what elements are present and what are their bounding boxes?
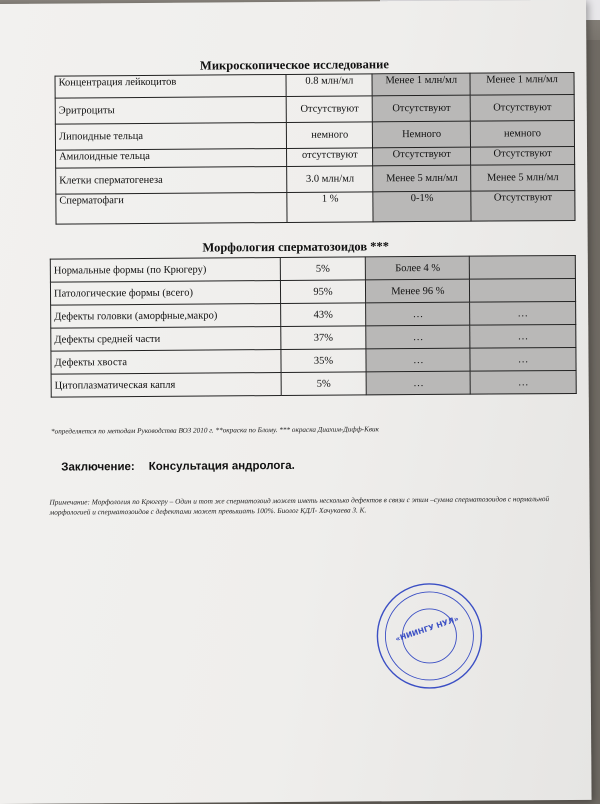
table-row xyxy=(55,94,574,124)
table-row xyxy=(51,370,576,397)
cell-name: Нормальные формы (по Крюгеру) xyxy=(50,258,280,283)
cell-ref2: … xyxy=(470,370,576,394)
cell-ref1: Менее 96 % xyxy=(366,279,470,303)
cell-name: Цитоплазматическая капля xyxy=(51,373,281,398)
cell-ref1: Менее 1 млн/мл xyxy=(372,73,470,96)
cell-value: 5% xyxy=(281,372,367,396)
cell-name: Дефекты хвоста xyxy=(51,350,281,375)
cell-name: Патологические формы (всего) xyxy=(50,281,280,306)
cell-value: отсутствуют xyxy=(287,148,373,167)
conclusion-label: Заключение: xyxy=(61,461,135,474)
cell-name: Липоидные тельца xyxy=(55,122,287,150)
cell-ref1: … xyxy=(366,325,470,349)
cell-ref1: … xyxy=(366,371,470,395)
cell-name: Сперматофаги xyxy=(56,192,288,224)
cell-ref2 xyxy=(469,255,575,279)
cell-ref2: … xyxy=(470,324,576,348)
cell-ref2: Менее 5 млн/мл xyxy=(471,164,575,191)
cell-value: 37% xyxy=(280,326,366,350)
cell-value: Отсутствуют xyxy=(287,96,373,123)
cell-ref2: Отсутствуют xyxy=(471,190,575,221)
cell-ref2: Отсутствуют xyxy=(471,146,575,165)
micro-title: Микроскопическое исследование xyxy=(199,57,389,73)
cell-value: 1 % xyxy=(287,192,373,223)
table-row xyxy=(56,190,575,224)
table-row xyxy=(56,164,575,194)
cell-ref1: Более 4 % xyxy=(366,256,470,280)
cell-ref2: … xyxy=(470,301,576,325)
cell-name: Клетки сперматогенеза xyxy=(56,166,288,194)
cell-ref2: … xyxy=(470,347,576,371)
conclusion-text: Консультация андролога. xyxy=(148,459,295,473)
cell-ref1: Менее 5 млн/мл xyxy=(373,165,471,192)
clinic-stamp xyxy=(374,581,485,692)
morph-title: Морфология сперматозоидов *** xyxy=(202,239,390,255)
cell-ref1: 0-1% xyxy=(373,191,471,222)
cell-ref2: немного xyxy=(470,120,574,147)
micro-table xyxy=(55,72,576,225)
cell-value: немного xyxy=(287,122,373,149)
cell-ref2: Менее 1 млн/мл xyxy=(470,72,574,95)
cell-value: 95% xyxy=(280,280,366,304)
conclusion xyxy=(61,460,309,474)
cell-name: Концентрация лейкоцитов xyxy=(55,74,287,98)
cell-ref1: … xyxy=(366,302,470,326)
morph-table xyxy=(50,255,577,398)
cell-value: 5% xyxy=(280,257,366,281)
cell-value: 43% xyxy=(280,303,366,327)
cell-ref1: Отсутствуют xyxy=(373,147,471,166)
cell-name: Эритроциты xyxy=(55,96,287,124)
cell-value: 35% xyxy=(281,349,367,373)
cell-name: Амилоидные тельца xyxy=(56,148,287,168)
cell-ref2: Отсутствуют xyxy=(470,94,574,121)
cell-ref2 xyxy=(470,278,576,302)
cell-ref1: Отсутствуют xyxy=(372,95,470,122)
footnote: *определяется по методам Руководства ВОЗ 2010 г. **окраска по Блому. *** окраска Диахим-Дифф-Квик xyxy=(50,425,379,436)
cell-value: 3.0 млн/мл xyxy=(287,166,373,193)
cell-ref1: Немного xyxy=(373,121,471,148)
cell-name: Дефекты головки (аморфные,макро) xyxy=(51,304,281,329)
cell-name: Дефекты средней части xyxy=(51,327,281,352)
remark-note: Примечание: Морфология по Крюгеру – Один и тот же сперматозоид может иметь несколько дефектов в связи с этим –сумма сперматозоидов с нормальной морфологией и сперматозоидов с дефектами может превышать 100%. Биолог КДЛ- Хачукаева З. К. xyxy=(49,494,550,517)
cell-ref1: … xyxy=(366,348,470,372)
stamp-text: «НИИНГУ НУЛ» xyxy=(394,614,460,644)
cell-value: 0.8 млн/мл xyxy=(286,74,372,97)
table-row xyxy=(55,120,574,150)
